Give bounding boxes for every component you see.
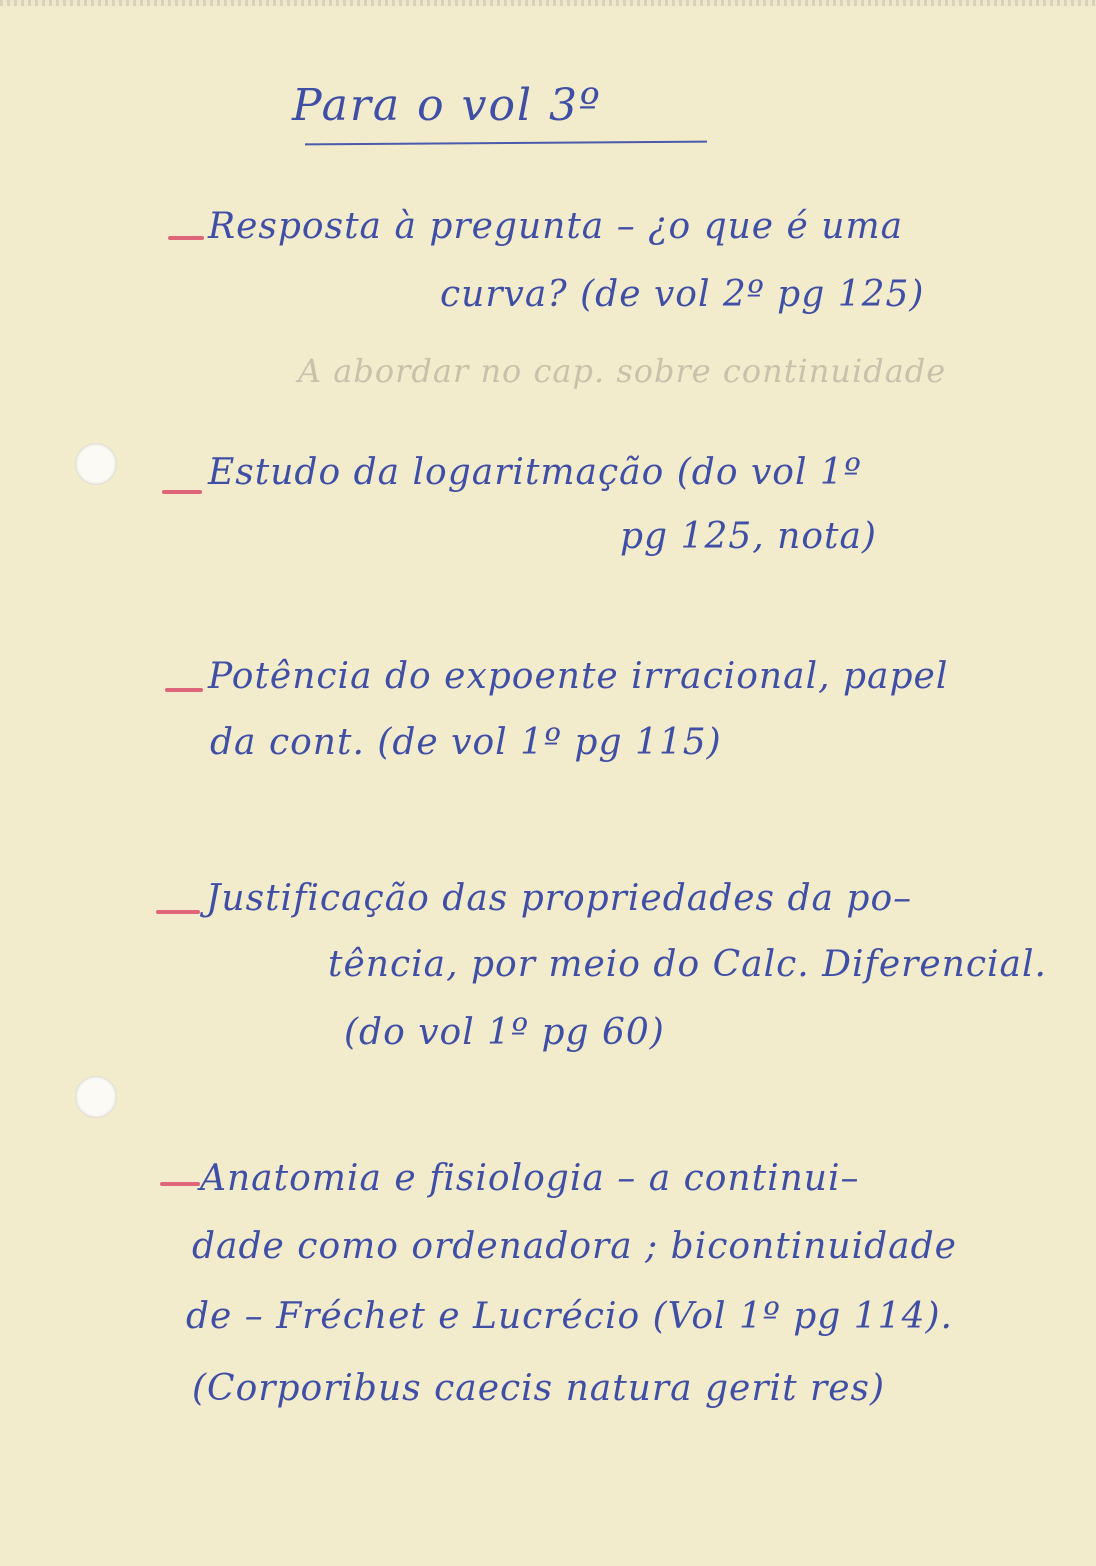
item-4-line-2: tência, por meio do Calc. Diferencial. (328, 944, 1047, 985)
item-4-line-1: Justificação das propriedades da po– (206, 878, 913, 919)
red-bullet-dash (156, 910, 200, 914)
item-4-line-3: (do vol 1º pg 60) (344, 1012, 665, 1053)
item-5-line-1: Anatomia e fisiologia – a continui– (200, 1158, 860, 1199)
item-3-line-2: da cont. (de vol 1º pg 115) (210, 722, 722, 763)
item-3-line-1: Potência do expoente irracional, papel (208, 656, 949, 697)
item-5-line-4: (Corporibus caecis natura gerit res) (192, 1368, 886, 1409)
item-2-line-2: pg 125, nota) (620, 516, 877, 557)
title-underline (305, 141, 707, 146)
item-1-line-2: curva? (de vol 2º pg 125) (440, 274, 925, 315)
red-bullet-dash (168, 236, 204, 240)
red-bullet-dash (162, 490, 202, 494)
red-bullet-dash (165, 688, 203, 692)
punch-hole-bottom (75, 1076, 117, 1118)
item-5-line-2: dade como ordenadora ; bicontinuidade (192, 1226, 957, 1267)
punch-hole-top (75, 443, 117, 485)
item-5-line-3: de – Fréchet e Lucrécio (Vol 1º pg 114). (186, 1296, 953, 1337)
item-2-line-1: Estudo da logaritmação (do vol 1º (208, 452, 862, 493)
item-1-pencil-note: A abordar no cap. sobre continuidade (298, 352, 947, 390)
item-1-line-1: Resposta à pregunta – ¿o que é uma (208, 206, 904, 247)
page-title: Para o vol 3º (292, 80, 602, 131)
red-bullet-dash (160, 1182, 200, 1186)
